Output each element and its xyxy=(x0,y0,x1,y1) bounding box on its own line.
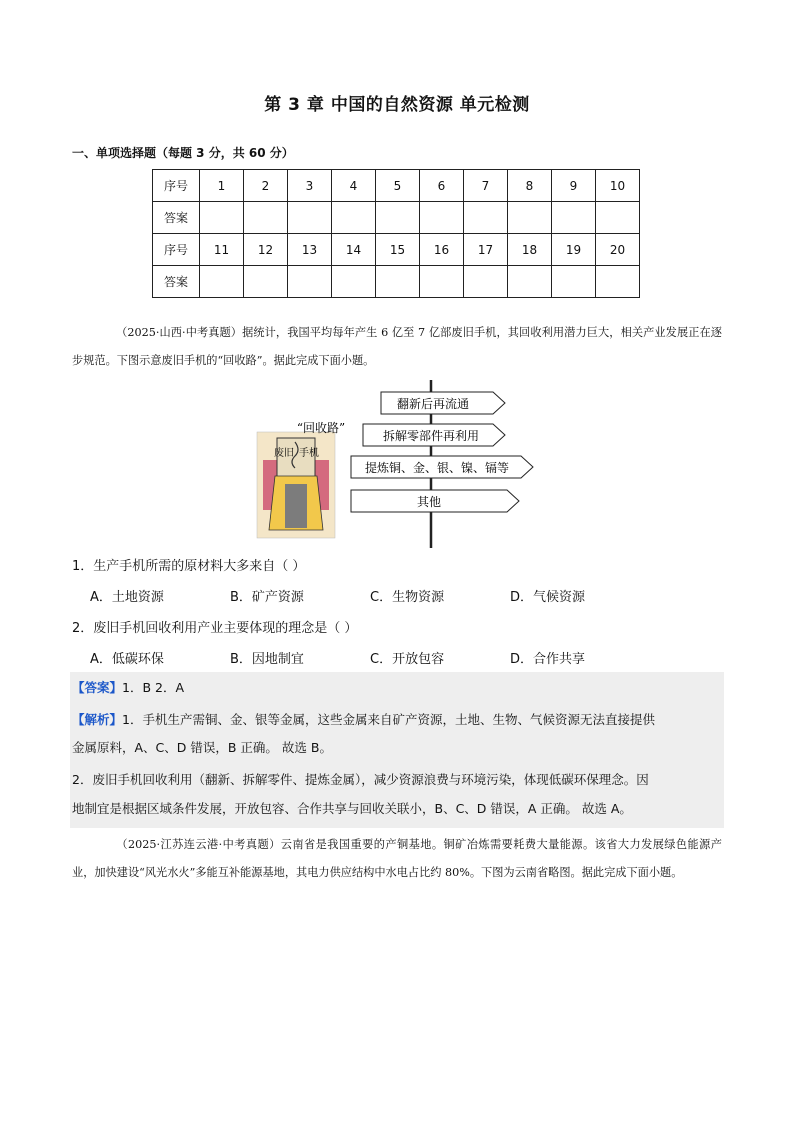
analysis-line-1 xyxy=(72,710,722,730)
page-title: 第 3 章 中国的自然资源 单元检测 xyxy=(264,95,530,115)
question-1-options xyxy=(90,586,650,605)
question-2-options xyxy=(90,648,650,667)
option-b: B．矿产资源 xyxy=(230,590,304,605)
sign-label: 提炼铜、金、银、镍、镉等 xyxy=(364,461,510,475)
callout-label: “回收路” xyxy=(296,421,346,435)
recycling-figure xyxy=(255,380,535,548)
sign-arrow xyxy=(381,392,505,414)
answer-cell xyxy=(596,266,640,298)
answer-cell xyxy=(596,202,640,234)
recycling-diagram xyxy=(255,380,535,548)
number-cell: 16 xyxy=(420,234,464,266)
number-cell: 8 xyxy=(508,170,552,202)
answer-cell xyxy=(420,202,464,234)
answer-line xyxy=(72,678,722,698)
answer-cell xyxy=(376,202,420,234)
answer-cell xyxy=(332,202,376,234)
answer-cell xyxy=(200,202,244,234)
option-c: C．生物资源 xyxy=(370,590,445,605)
analysis-line-2: 金属原料，A、C、D 错误，B 正确。 故选 B。 xyxy=(72,740,332,755)
answer-cell xyxy=(464,266,508,298)
sign-arrow xyxy=(363,424,505,446)
number-cell: 3 xyxy=(288,170,332,202)
option-a: A．土地资源 xyxy=(90,590,164,605)
number-cell: 6 xyxy=(420,170,464,202)
analysis-text: 1．手机生产需铜、金、银等金属，这些金属来自矿产资源，土地、生物、气候资源无法直接提供 xyxy=(122,712,655,727)
sign-label: 拆解零部件再利用 xyxy=(382,429,480,443)
option-d: D．合作共享 xyxy=(510,652,586,667)
number-cell: 4 xyxy=(332,170,376,202)
analysis-line-4: 地制宜是根据区域条件发展，开放包容、合作共享与回收关联小，B、C、D 错误，A 正确。 故选 A。 xyxy=(72,801,632,816)
answer-cell xyxy=(420,266,464,298)
row-header: 序号 xyxy=(153,234,200,266)
answer-text: 1．B 2．A xyxy=(122,680,185,695)
passage-1 xyxy=(72,319,722,375)
number-cell: 15 xyxy=(376,234,420,266)
analysis-label: 【解析】 xyxy=(72,712,123,727)
row-header: 答案 xyxy=(153,202,200,234)
answer-cell xyxy=(508,266,552,298)
sign-arrow xyxy=(351,490,519,512)
number-cell: 1 xyxy=(200,170,244,202)
answer-cell xyxy=(376,266,420,298)
answer-cell xyxy=(200,266,244,298)
question-1-stem: 1．生产手机所需的原材料大多来自（ ） xyxy=(72,559,306,574)
sign-label: 其他 xyxy=(416,495,442,509)
section-heading: 一、单项选择题（每题 3 分，共 60 分） xyxy=(72,146,294,160)
number-cell: 7 xyxy=(464,170,508,202)
answer-sheet-table xyxy=(152,169,640,298)
analysis-line-3: 2．废旧手机回收利用（翻新、拆解零件、提炼金属），减少资源浪费与环境污染，体现低碳环保理念。因 xyxy=(72,772,649,787)
option-d: D．气候资源 xyxy=(510,590,586,605)
phone-character-illustration xyxy=(257,432,335,538)
question-2-stem: 2．废旧手机回收利用产业主要体现的理念是（ ） xyxy=(72,621,358,636)
row-header: 答案 xyxy=(153,266,200,298)
box-right-label: 手机 xyxy=(299,448,319,459)
number-cell: 19 xyxy=(552,234,596,266)
passage-2 xyxy=(72,831,722,887)
number-cell: 14 xyxy=(332,234,376,266)
answer-cell xyxy=(508,202,552,234)
answer-cell xyxy=(288,266,332,298)
option-b: B．因地制宜 xyxy=(230,652,304,667)
table-row xyxy=(153,170,640,202)
answer-cell xyxy=(332,266,376,298)
answer-cell xyxy=(464,202,508,234)
table-row xyxy=(153,234,640,266)
sign-label: 翻新后再流通 xyxy=(396,397,470,411)
answer-cell xyxy=(244,266,288,298)
number-cell: 12 xyxy=(244,234,288,266)
answer-cell xyxy=(552,266,596,298)
number-cell: 11 xyxy=(200,234,244,266)
row-header: 序号 xyxy=(153,170,200,202)
number-cell: 17 xyxy=(464,234,508,266)
passage-1-text: （2025·山西·中考真题）据统计，我国平均每年产生 6 亿至 7 亿部废旧手机，其回收利用潜力巨大，相关产业发展正在逐步规范。下图示意废旧手机的“回收路”。据此完成下面小题。 xyxy=(72,326,722,367)
number-cell: 18 xyxy=(508,234,552,266)
number-cell: 20 xyxy=(596,234,640,266)
number-cell: 10 xyxy=(596,170,640,202)
passage-2-text: （2025·江苏连云港·中考真题）云南省是我国重要的产铜基地。铜矿冶炼需要耗费大量能源。该省大力发展绿色能源产业，加快建设“风光水火”多能互补能源基地，其电力供应结构中水电占比约 80%。下图为云南省略图。据此完成下面小题。 xyxy=(72,838,722,879)
table-row xyxy=(153,266,640,298)
number-cell: 5 xyxy=(376,170,420,202)
table-row xyxy=(153,202,640,234)
option-c: C．开放包容 xyxy=(370,652,445,667)
box-left-label: 废旧 xyxy=(274,448,294,459)
number-cell: 13 xyxy=(288,234,332,266)
option-a: A．低碳环保 xyxy=(90,652,164,667)
answer-cell xyxy=(552,202,596,234)
number-cell: 2 xyxy=(244,170,288,202)
answer-cell xyxy=(244,202,288,234)
answer-analysis-box xyxy=(70,672,724,828)
answer-cell xyxy=(288,202,332,234)
sign-arrow xyxy=(351,456,533,478)
answer-label: 【答案】 xyxy=(72,680,123,695)
number-cell: 9 xyxy=(552,170,596,202)
